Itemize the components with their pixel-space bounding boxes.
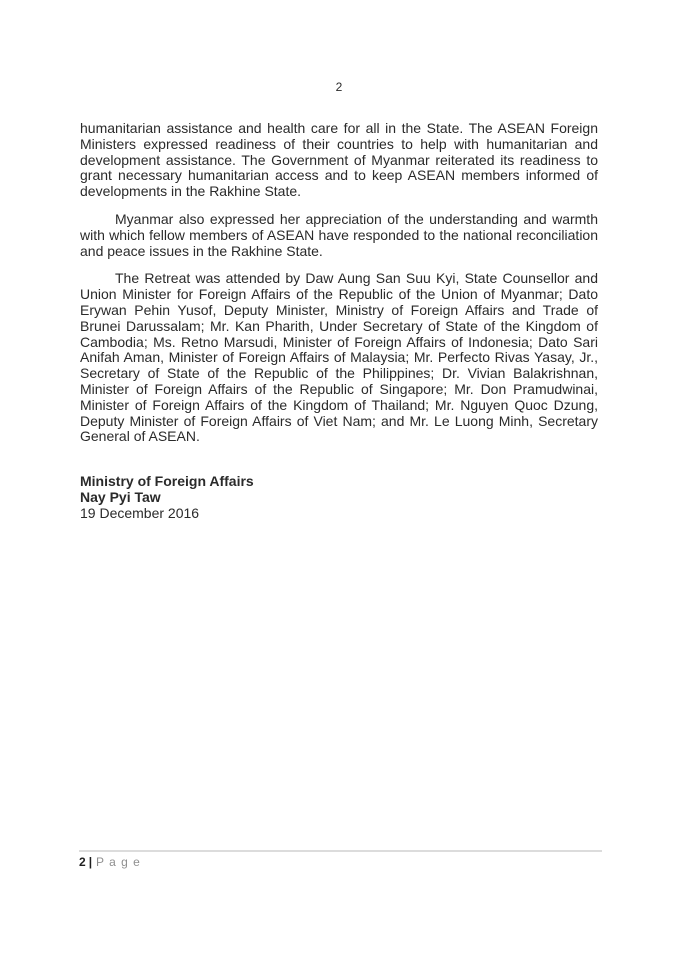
footer-text — [79, 855, 602, 869]
footer-page-number: 2 — [79, 855, 86, 869]
page-number-header: 2 — [335, 80, 343, 94]
footer-separator: | — [88, 855, 93, 869]
signature-organization: Ministry of Foreign Affairs — [80, 473, 254, 489]
document-body — [80, 120, 598, 521]
signature-block — [80, 473, 598, 521]
footer-divider — [79, 850, 602, 852]
paragraph-retreat-attendees: The Retreat was attended by Daw Aung San Suu Kyi, State Counsellor and Union Minister for Foreign Affairs of the Republic of the Union of Myanmar; Dato Erywan Pehin Yusof, Deputy Minister, Ministry of Foreign Affairs and Trade of Brunei Darussalam; Mr. Kan Pharith, Under Secretary of State of the Kingdom of Cambodia; Ms. Retno Marsudi, Minister of Foreign Affairs of Indonesia; Dato Sari Anifah Aman, Minister of Foreign Affairs of Malaysia; Mr. Perfecto Rivas Yasay, Jr., Secretary of State of the Republic of the Philippines; Dr. Vivian Balakrishnan, Minister of Foreign Affairs of the Republic of Singapore; Mr. Don Pramudwinai, Minister of Foreign Affairs of the Kingdom of Thailand; Mr. Nguyen Quoc Dzung, Deputy Minister of Foreign Affairs of Viet Nam; and Mr. Le Luong Minh, Secretary General of ASEAN. — [80, 270, 598, 445]
paragraph-appreciation: Myanmar also expressed her appreciation of the understanding and warmth with which fellow members of ASEAN have responded to the national reconciliation and peace issues in the Rakhine State. — [80, 210, 598, 259]
signature-location: Nay Pyi Taw — [80, 489, 161, 505]
paragraph-humanitarian-assistance: humanitarian assistance and health care for all in the State. The ASEAN Foreign Ministers expressed readiness of their countries to help with humanitarian and development assistance. The Government of Myanmar reiterated its readiness to grant necessary humanitarian access and to keep ASEAN members informed of developments in the Rakhine State. — [80, 120, 598, 200]
page-footer — [79, 850, 602, 869]
footer-page-label: P a g e — [96, 855, 141, 869]
signature-date: 19 December 2016 — [80, 505, 200, 521]
